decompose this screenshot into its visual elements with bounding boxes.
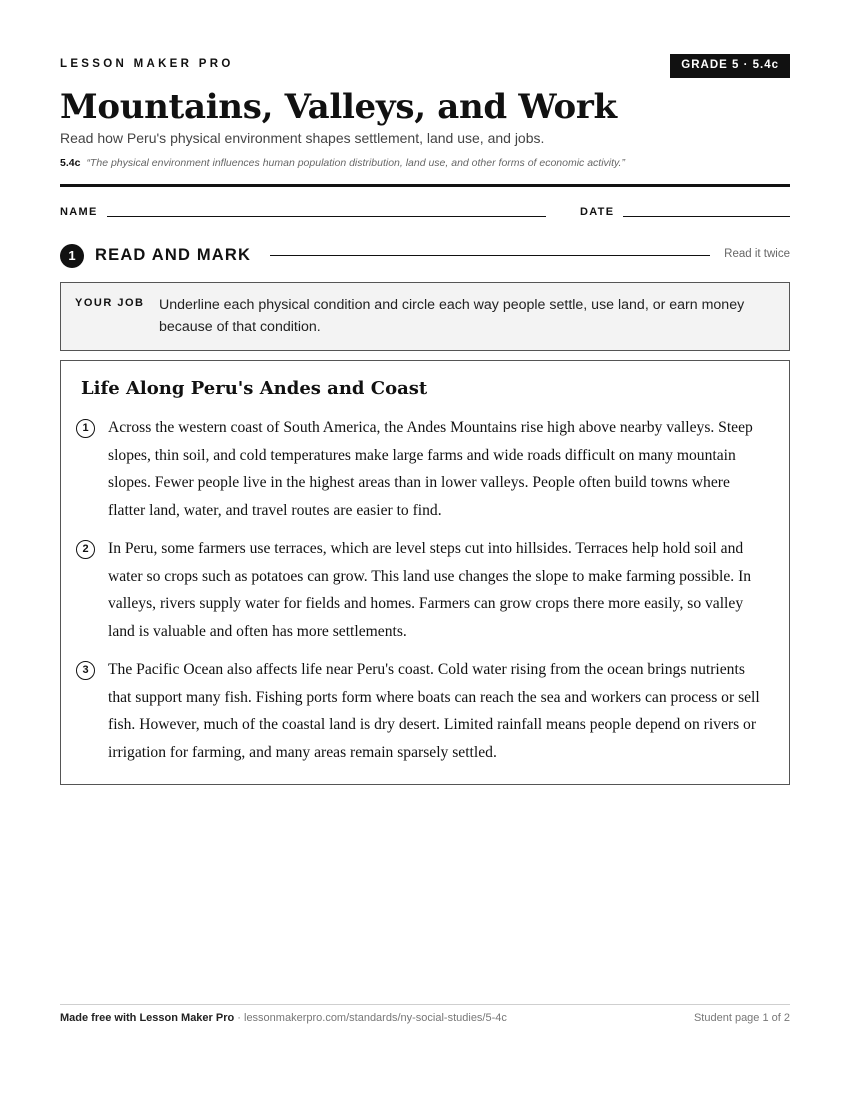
paragraph-text: The Pacific Ocean also affects life near Peru's coast. Cold water rising from the ocean brings nutrients that support many fish. Fishing ports form where boats can reach the sea and workers can process or sell fish. However, much of the coastal land is dry desert. Limited rainfall means people depend on rivers or irrigation for farming, and many areas remain sparsely settled. bbox=[108, 661, 760, 761]
reading-passage-box bbox=[60, 360, 790, 785]
section-title: READ AND MARK bbox=[95, 246, 252, 264]
name-field[interactable] bbox=[107, 216, 546, 217]
section-number-badge: 1 bbox=[60, 244, 84, 268]
section-header bbox=[60, 243, 790, 269]
header-divider bbox=[60, 184, 790, 187]
job-text: Underline each physical condition and circle each way people settle, use land, or earn money because of that condition. bbox=[159, 297, 745, 335]
page-title: Mountains, Valleys, and Work bbox=[60, 87, 617, 127]
standard-text: “The physical environment influences human population distribution, land use, and other forms of economic activity.” bbox=[86, 157, 625, 169]
worksheet-page bbox=[60, 0, 790, 1100]
footer-divider bbox=[60, 1004, 790, 1005]
paragraph-text: Across the western coast of South America, the Andes Mountains rise high above nearby valleys. Steep slopes, thin soil, and cold temperatures make large farms and wide roads difficult on many mountain slopes. Fewer people live in the highest areas than in lower valleys. People often build towns where flatter land, water, and travel routes are easier to find. bbox=[108, 419, 753, 519]
paragraph-text: In Peru, some farmers use terraces, which are level steps cut into hillsides. Terraces help hold soil and water so crops such as potatoes can grow. This land use changes the slope to make farming possible. In valleys, rivers supply water for fields and homes. Farmers can grow crops there more easily, so valley land is valuable and often has more settlements. bbox=[108, 540, 752, 640]
standard-code: 5.4c bbox=[60, 157, 81, 169]
footer-credit bbox=[60, 1012, 507, 1024]
paragraph-number-badge: 2 bbox=[76, 540, 95, 559]
paragraph-number-badge: 3 bbox=[76, 661, 95, 680]
date-field[interactable] bbox=[623, 216, 790, 217]
job-label: YOUR JOB bbox=[75, 297, 145, 309]
section-divider bbox=[270, 255, 710, 256]
brand-name: LESSON MAKER PRO bbox=[60, 58, 234, 70]
standard-line bbox=[60, 157, 625, 169]
footer-made-with: Made free with Lesson Maker Pro bbox=[60, 1012, 235, 1024]
name-label: NAME bbox=[60, 206, 98, 218]
page-subtitle: Read how Peru's physical environment shapes settlement, land use, and jobs. bbox=[60, 130, 545, 146]
footer-url[interactable]: · lessonmakerpro.com/standards/ny-social-studies/5-4c bbox=[237, 1012, 507, 1024]
section-note: Read it twice bbox=[724, 248, 790, 260]
date-label: DATE bbox=[580, 206, 615, 218]
job-instructions-box bbox=[60, 282, 790, 351]
footer-page-number: Student page 1 of 2 bbox=[693, 1012, 790, 1024]
reading-title: Life Along Peru's Andes and Coast bbox=[81, 378, 428, 399]
grade-badge: GRADE 5 · 5.4c bbox=[670, 54, 790, 78]
paragraph-number-badge: 1 bbox=[76, 419, 95, 438]
